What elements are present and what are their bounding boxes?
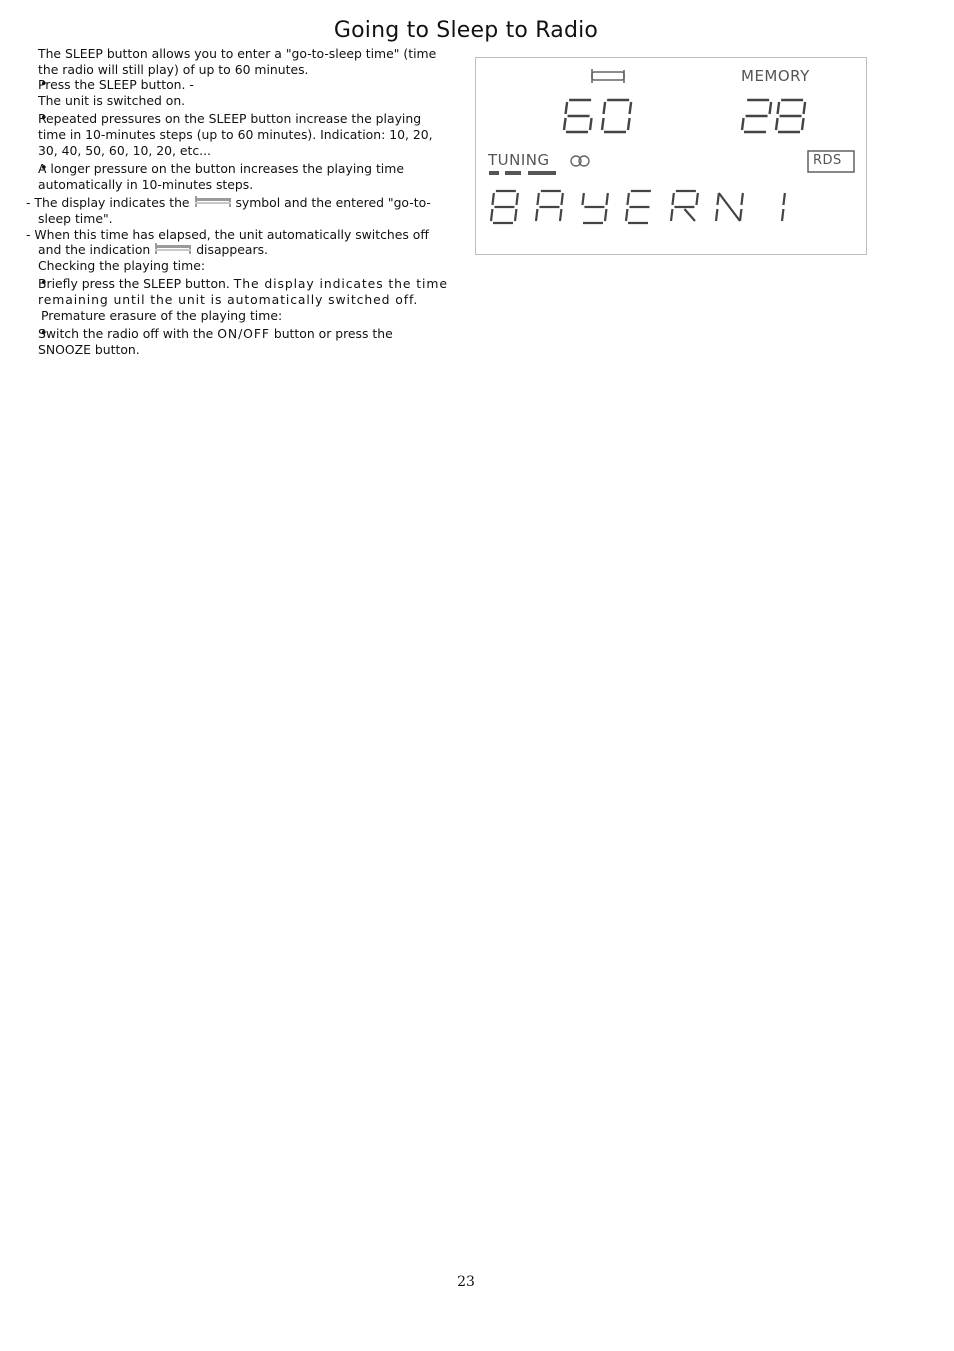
tuning-bars-icon	[489, 171, 556, 175]
instructions	[26, 46, 448, 357]
page-number: 23	[457, 1274, 475, 1290]
lcd-station-char	[782, 193, 785, 221]
sleep-bed-icon	[194, 195, 232, 208]
lcd-station-char	[536, 191, 563, 221]
bullet-text: Repeated pressures on the SLEEP button increase the playing time in 10-minutes steps (up to 60 minutes). Indication: 10, 20, 30, 40, 50, 60, 10, 20, etc...	[38, 111, 433, 158]
premature-heading: Premature erasure of the playing time:	[41, 307, 283, 323]
lcd-station-char	[671, 191, 698, 221]
bullet-longer-pressure	[38, 161, 448, 192]
lcd-digit	[564, 100, 592, 132]
lcd-station-char	[491, 191, 518, 223]
bullet-briefly-press	[38, 276, 448, 307]
stereo-icon	[571, 156, 589, 166]
on-off-key: ON/OFF	[217, 326, 270, 342]
bullet-switch-off	[38, 326, 448, 357]
bullet-text: A longer pressure on the button increases the playing time automatically in 10-minutes steps.	[38, 161, 404, 192]
display-text-a: - The display indicates the	[26, 195, 190, 211]
intro-paragraph: The SLEEP button allows you to enter a "go-to-sleep time" (time the radio will still play) of up to 60 minutes.	[38, 46, 437, 77]
lcd-station-char	[626, 191, 651, 223]
checking-heading: Checking the playing time:	[38, 257, 205, 273]
lcd-station-char	[716, 193, 743, 221]
switched-on-text: The unit is switched on.	[38, 92, 186, 108]
memory-label: MEMORY	[741, 67, 810, 85]
page-title: Going to Sleep to Radio	[333, 18, 599, 43]
display-text-b: symbol and the entered "go-to-sleep time".	[38, 195, 431, 226]
lcd-digit	[742, 100, 771, 132]
sleep-bed-icon	[154, 242, 192, 255]
time-elapsed-text	[26, 226, 448, 258]
lcd-digit	[602, 100, 631, 132]
lcd-station-char	[582, 193, 607, 223]
display-indicates-text	[26, 195, 448, 226]
bullet-repeated-pressures	[38, 111, 448, 158]
elapsed-text-a: - When this time has elapsed, the unit automatically switches off and the indication	[26, 226, 429, 258]
bullet-text-b: The display indicates the time remaining until the unit is automatically switched off.	[38, 276, 448, 307]
bullet-text-a: Switch the radio off with the	[38, 326, 214, 342]
sleep-minutes-digits	[564, 100, 631, 132]
sleep-bed-icon	[592, 69, 624, 83]
bullet-text: Press the SLEEP button. -	[38, 77, 194, 93]
elapsed-text-b: disappears.	[196, 242, 268, 258]
lcd-display-illustration	[475, 57, 867, 255]
station-name-segments	[491, 191, 785, 223]
tuning-label: TUNING	[488, 151, 550, 169]
memory-number-digits	[742, 100, 805, 132]
bullet-text-b: button or press the SNOOZE button.	[38, 326, 393, 357]
bullet-press-sleep	[38, 77, 448, 93]
lcd-digit	[776, 100, 805, 132]
bullet-text-a: Briefly press the SLEEP button.	[38, 276, 230, 292]
rds-label: RDS	[813, 153, 842, 168]
